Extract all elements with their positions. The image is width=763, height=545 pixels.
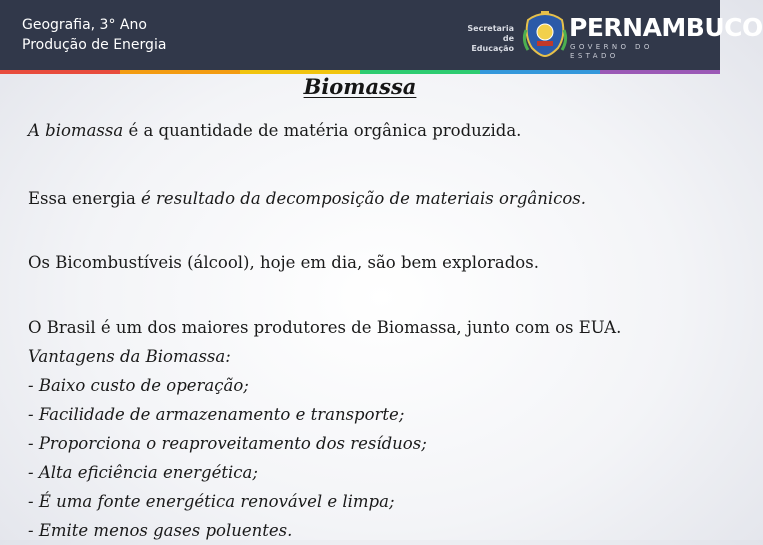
paragraph-2-lead: Essa energia: [28, 189, 142, 208]
slide-body: [28, 117, 713, 545]
list-item: - Alta eficiência energética;: [28, 463, 258, 482]
topic-line: Produção de Energia: [22, 37, 167, 53]
slide-title-wrap: [0, 74, 720, 99]
advantages-title: Vantagens da Biomassa:: [28, 347, 231, 366]
paragraph-2-rest: é resultado da decomposição de materiais orgânicos.: [141, 189, 587, 208]
slide-title: Biomassa: [303, 74, 417, 99]
paragraph-3: Os Bicombustíveis (álcool), hoje em dia, são bem explorados.: [28, 253, 539, 272]
paragraph-1-lead: A biomassa: [28, 121, 124, 140]
coat-of-arms-icon: [522, 10, 568, 58]
secretaria-label: [456, 24, 514, 54]
paragraph-2: [28, 185, 713, 213]
list-item: - É uma fonte energética renovável e limpa;: [28, 492, 395, 511]
list-item: - Emite menos gases poluentes.: [28, 521, 293, 540]
secretaria-line-2: Educação: [471, 44, 514, 53]
list-item: - Proporciona o reaproveitamento dos resíduos;: [28, 434, 427, 453]
paragraph-4: O Brasil é um dos maiores produtores de Biomassa, junto com os EUA.: [28, 318, 622, 337]
secretaria-line-1: Secretaria de: [467, 24, 514, 43]
state-subtitle: GOVERNO DO ESTADO: [570, 43, 653, 60]
header-bar: [0, 0, 763, 70]
course-title: [22, 15, 166, 55]
paragraph-1: [28, 117, 713, 145]
state-name: PERNAMBUCO: [569, 13, 763, 42]
list-item: - Baixo custo de operação;: [28, 376, 249, 395]
advantages-list: [28, 342, 713, 545]
course-line: Geografia, 3° Ano: [22, 17, 147, 33]
list-item: - Facilidade de armazenamento e transporte;: [28, 405, 405, 424]
paragraph-1-rest: é a quantidade de matéria orgânica produzida.: [123, 121, 522, 140]
